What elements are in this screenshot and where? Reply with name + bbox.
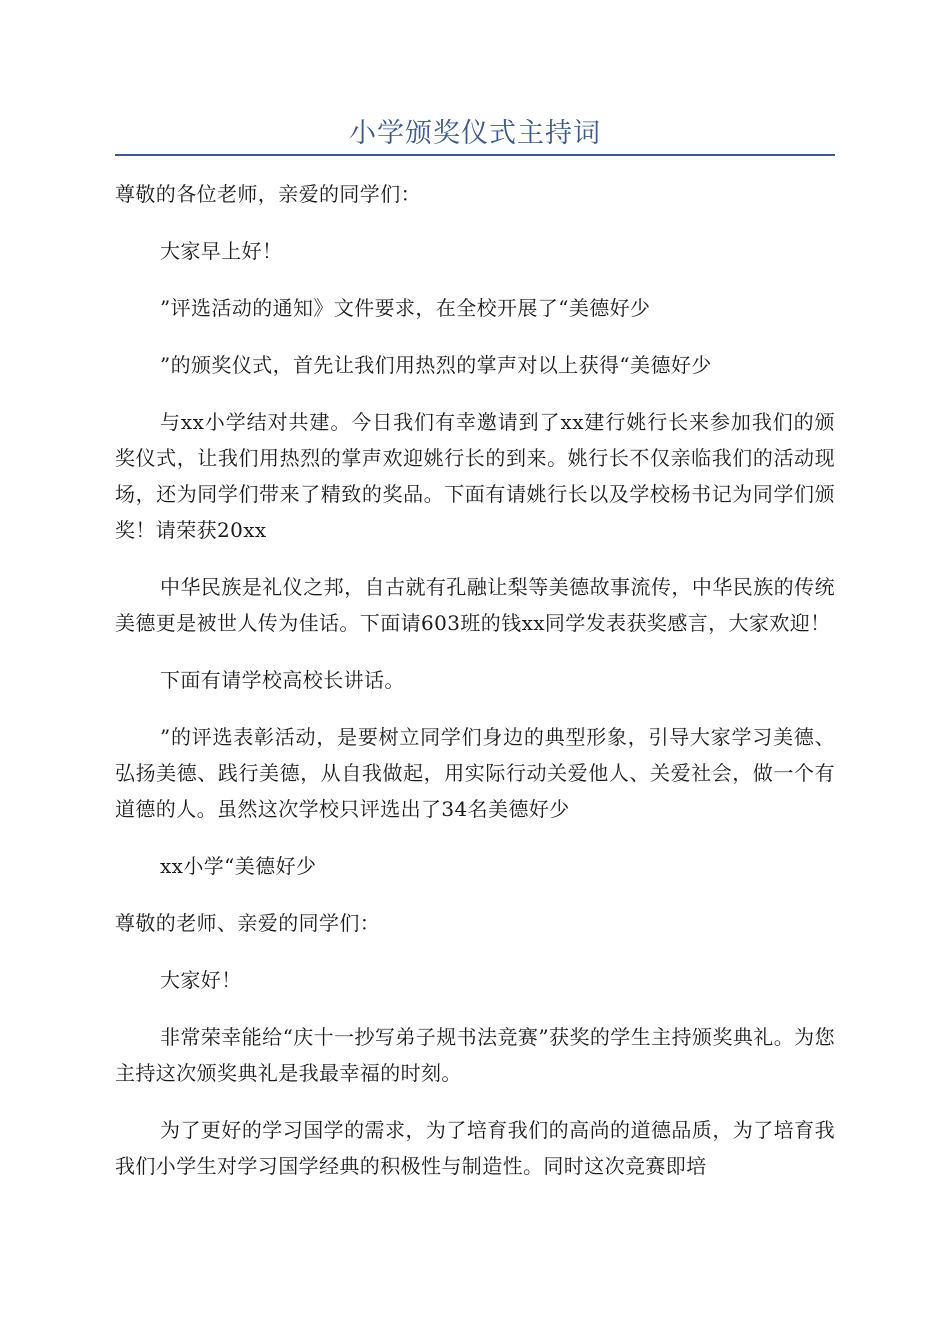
paragraph: 尊敬的老师、亲爱的同学们： — [115, 911, 381, 935]
paragraph: ”的评选表彰活动，是要树立同学们身边的典型形象，引导大家学习美德、弘扬美德、践行美德，从自我做起，用实际行动关爱他人、关爱社会，做一个有道德的人。虽然这次学校只评选出了34名美德好少 — [115, 725, 835, 821]
paragraph: 下面有请学校高校长讲话。 — [160, 668, 405, 692]
paragraph: ”的颁奖仪式，首先让我们用热烈的掌声对以上获得“美德好少 — [160, 353, 712, 377]
paragraph: ”评选活动的通知》文件要求，在全校开展了“美德好少 — [160, 296, 651, 320]
paragraph: 尊敬的各位老师，亲爱的同学们： — [115, 182, 421, 206]
paragraph: 与xx小学结对共建。今日我们有幸邀请到了xx建行姚行长来参加我们的颁奖仪式，让我们用热烈的掌声欢迎姚行长的到来。姚行长不仅亲临我们的活动现场，还为同学们带来了精致的奖品。下面有请姚行长以及学校杨书记为同学们颁奖！请荣获20xx — [115, 410, 835, 542]
document-title: 小学颁奖仪式主持词 — [349, 118, 601, 149]
paragraph: 非常荣幸能给“庆十一抄写弟子规书法竞赛”获奖的学生主持颁奖典礼。为您主持这次颁奖典礼是我最幸福的时刻。 — [115, 1025, 835, 1085]
paragraph: 大家好！ — [160, 968, 242, 992]
document-body — [115, 176, 835, 1205]
paragraph: 为了更好的学习国学的需求，为了培育我们的高尚的道德品质，为了培育我我们小学生对学习国学经典的积极性与制造性。同时这次竞赛即培 — [115, 1118, 835, 1178]
paragraph: 中华民族是礼仪之邦，自古就有孔融让梨等美德故事流传，中华民族的传统美德更是被世人传为佳话。下面请603班的钱xx同学发表获奖感言，大家欢迎！ — [115, 575, 835, 635]
title-underline — [115, 154, 835, 156]
paragraph: 大家早上好！ — [160, 239, 283, 263]
paragraph: xx小学“美德好少 — [160, 854, 317, 878]
